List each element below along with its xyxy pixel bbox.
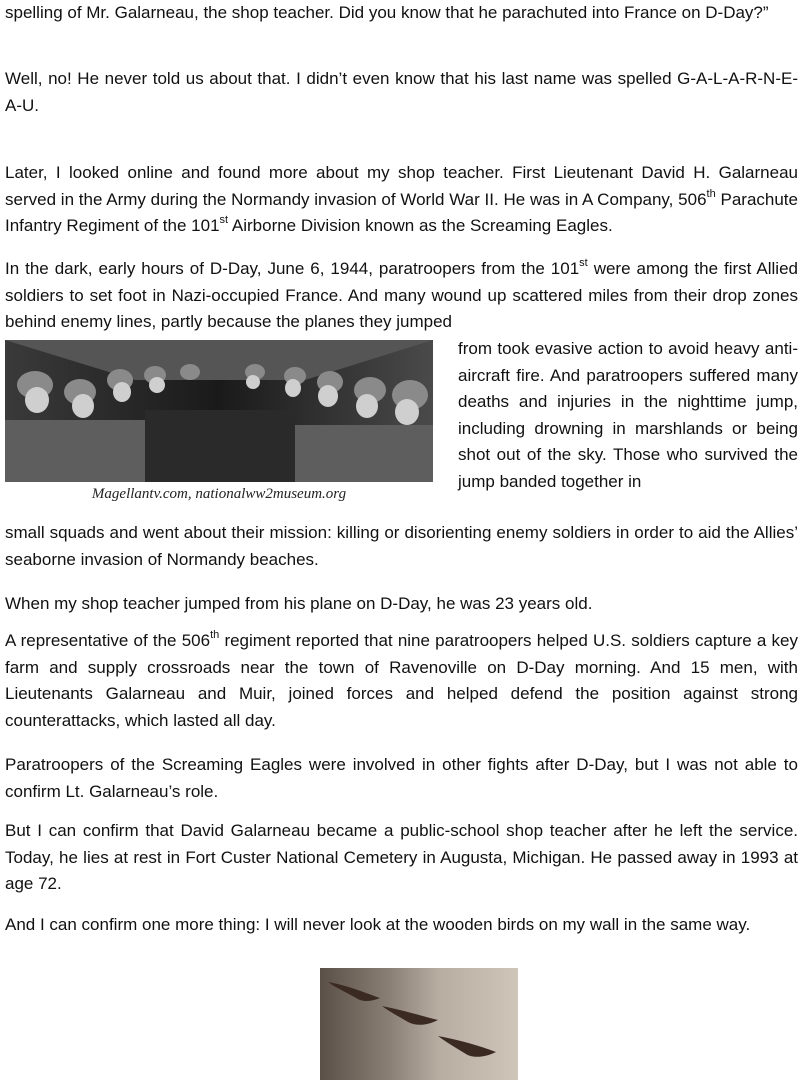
paragraph-1: spelling of Mr. Galarneau, the shop teacher. Did you know that he parachuted into France on D-Day?” xyxy=(5,3,769,22)
wooden-birds-photo xyxy=(320,968,518,1080)
paragraph-8: But I can confirm that David Galarneau became a public-school shop teacher after he left the service. Today, he lies at rest in Fort Custer National Cemetery in Augusta, Michigan. He passed away in 1993 at age 72. xyxy=(5,821,798,893)
photo-caption: Magellantv.com, nationalww2museum.org xyxy=(91,486,347,502)
paratroopers-figure xyxy=(5,340,435,512)
paragraph-2: Well, no! He never told us about that. I didn’t even know that his last name was spelled G-A-L-A-R-N-E-A-U. xyxy=(5,69,798,115)
paragraph-5: When my shop teacher jumped from his plane on D-Day, he was 23 years old. xyxy=(5,594,593,613)
paragraph-9: And I can confirm one more thing: I will never look at the wooden birds on my wall in the same way. xyxy=(5,915,751,934)
paragraph-3: Later, I looked online and found more about my shop teacher. First Lieutenant David H. Galarneau served in the Army during the Normandy invasion of World War II. He was in A Company, 506th Parachute Infantry Regiment of the 101st Airborne Division known as the Screaming Eagles. xyxy=(5,163,798,235)
wooden-birds-image xyxy=(320,968,518,1080)
wrapped-text-column xyxy=(458,336,798,495)
paratroopers-photo-image xyxy=(5,340,433,482)
paragraph-4-lead: In the dark, early hours of D-Day, June 6, 1944, paratroopers from the 101st were among the first Allied soldiers to set foot in Nazi-occupied France. And many wound up scattered miles from their drop zones behind enemy lines, partly because the planes they jumped xyxy=(5,257,798,331)
paragraph-6: A representative of the 506th regiment reported that nine paratroopers helped U.S. soldiers capture a key farm and supply crossroads near the town of Ravenoville on D-Day morning. And 15 men, with Lieutenants Galarneau and Muir, joined forces and helped defend the position against strong counterattacks, which lasted all day. xyxy=(5,629,798,730)
paragraph-4-wrap: from took evasive action to avoid heavy anti-aircraft fire. And paratroopers suffered many deaths and injuries in the nighttime jump, including drowning in marshlands or being shot out of the sky. Those who survived the jump banded together in xyxy=(458,339,798,491)
paragraph-7: Paratroopers of the Screaming Eagles were involved in other fights after D-Day, but I was not able to confirm Lt. Galarneau’s role. xyxy=(5,755,798,801)
paratroopers-photo xyxy=(5,340,433,482)
paragraph-4-tail: small squads and went about their mission: killing or disorienting enemy soldiers in order to aid the Allies’ seaborne invasion of Normandy beaches. xyxy=(5,523,798,569)
